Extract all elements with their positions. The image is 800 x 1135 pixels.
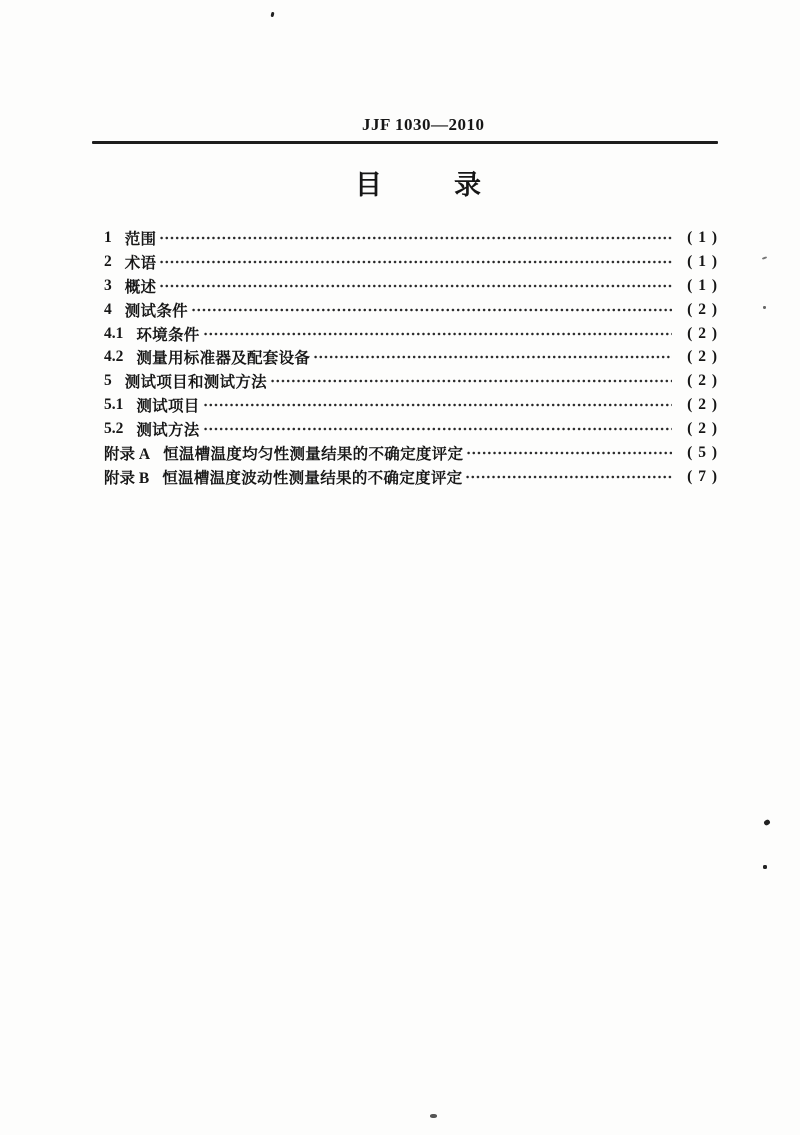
scan-speck (763, 306, 766, 309)
dot-leader (159, 274, 672, 298)
toc-entry-row (104, 441, 718, 465)
toc-entry-title: 术语 (124, 254, 157, 272)
toc-title-char-right: 录 (454, 170, 481, 200)
toc-entry-row (104, 393, 718, 417)
toc-entry-title: 测试项目和测试方法 (124, 374, 267, 392)
toc-entry-row (104, 226, 718, 250)
toc-entry-number: 4.1 (104, 324, 124, 342)
toc-entry-title: 测试项目 (136, 398, 200, 416)
dot-leader (270, 369, 672, 393)
toc-entry-number: 4 (104, 300, 112, 318)
document-code-header: JJF 1030—2010 (362, 115, 485, 134)
toc-entry-row (104, 274, 718, 298)
toc-entry-row (104, 417, 718, 441)
toc-entry-number: 4.2 (104, 348, 124, 366)
dot-leader (159, 226, 672, 250)
toc-entry-title: 恒温槽温度均匀性测量结果的不确定度评定 (163, 445, 464, 463)
toc-entry-page: ( 2 ) (687, 324, 718, 342)
toc-entry-page: ( 2 ) (687, 420, 718, 438)
toc-entry-row (104, 345, 718, 369)
toc-entry-title: 范围 (124, 230, 157, 248)
dot-leader (203, 322, 672, 346)
dot-leader (465, 465, 672, 489)
toc-entry-number: 5.2 (104, 420, 124, 438)
header-rule (92, 141, 718, 144)
toc-entry-row (104, 298, 718, 322)
dot-leader (313, 345, 672, 369)
toc-entry-page: ( 2 ) (687, 372, 718, 390)
toc-entry-row (104, 322, 718, 346)
scan-speck (763, 865, 767, 869)
toc-entry-page: ( 5 ) (687, 443, 718, 461)
toc-list (104, 226, 718, 489)
toc-entry-number: 3 (104, 276, 112, 294)
toc-entry-number: 附录 A (104, 445, 151, 463)
toc-entry-row (104, 250, 718, 274)
toc-entry-page: ( 2 ) (687, 348, 718, 366)
toc-title (355, 170, 481, 200)
toc-entry-title: 环境条件 (136, 326, 200, 344)
toc-entry-title: 恒温槽温度波动性测量结果的不确定度评定 (162, 469, 463, 487)
dot-leader (159, 250, 672, 274)
toc-entry-title: 概述 (124, 278, 157, 296)
scan-speck (430, 1114, 437, 1118)
scan-speck (763, 819, 771, 826)
toc-entry-number: 5.1 (104, 396, 124, 414)
dot-leader (191, 298, 672, 322)
toc-entry-title: 测试方法 (136, 422, 200, 440)
toc-entry-title: 测量用标准器及配套设备 (136, 350, 311, 368)
dot-leader (203, 393, 672, 417)
dot-leader (466, 441, 672, 465)
scan-speck (762, 256, 767, 260)
toc-entry-page: ( 1 ) (687, 276, 718, 294)
toc-entry-number: 附录 B (104, 469, 150, 487)
toc-entry-page: ( 7 ) (687, 467, 718, 485)
toc-entry-page: ( 1 ) (687, 252, 718, 270)
toc-entry-row (104, 369, 718, 393)
toc-entry-number: 5 (104, 372, 112, 390)
scan-speck (271, 12, 275, 18)
toc-title-char-left: 目 (355, 170, 382, 200)
toc-entry-page: ( 2 ) (687, 396, 718, 414)
dot-leader (203, 417, 672, 441)
toc-entry-page: ( 2 ) (687, 300, 718, 318)
toc-entry-title: 测试条件 (124, 302, 188, 320)
toc-entry-page: ( 1 ) (687, 228, 718, 246)
toc-entry-row (104, 465, 718, 489)
toc-entry-number: 2 (104, 252, 112, 270)
toc-entry-number: 1 (104, 228, 112, 246)
